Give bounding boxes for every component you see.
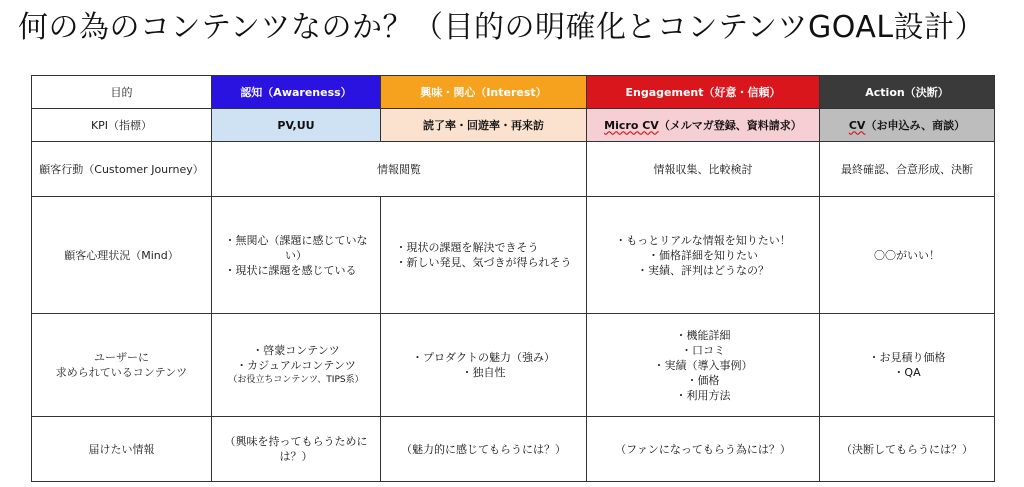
mind-interest	[381, 197, 587, 314]
row-label-content-line2: 求められているコンテンツ	[55, 366, 188, 379]
page-title: 何の為のコンテンツなのか？（目的の明確化とコンテンツGOAL設計）	[18, 10, 986, 45]
deliver-awareness	[212, 417, 381, 482]
deliver-awareness-line: （興味を持ってもらうために	[224, 435, 368, 448]
content-awareness-line: ・カジュアルコンテンツ	[236, 358, 356, 372]
content-action-line: ・QA	[893, 366, 921, 379]
deliver-interest: （魅力的に感じてもらうには？）	[381, 417, 587, 482]
kpi-action-detail: （お申込み、商談）	[865, 118, 966, 132]
journey-action: 最終確認、合意形成、決断	[820, 142, 995, 197]
kpi-awareness: PV,UU	[212, 109, 381, 142]
content-action	[820, 314, 995, 417]
kpi-engagement-detail: （メルマガ登録、資料請求）	[658, 118, 802, 132]
header-interest: 興味・関心（Interest）	[381, 76, 587, 109]
row-kpi	[32, 109, 995, 142]
content-engagement-line: ・機能詳細	[675, 328, 731, 342]
row-content	[32, 314, 995, 417]
content-awareness-note: （お役立ちコンテンツ、TIPS系）	[228, 374, 364, 385]
row-label-journey: 顧客行動（Customer Journey）	[32, 142, 212, 197]
mind-awareness-line: ・無関心（課題に感じていな	[224, 233, 368, 247]
mind-awareness-line: い）	[285, 248, 307, 262]
content-interest-line: ・プロダクトの魅力（強み）	[412, 351, 555, 364]
content-engagement-line: ・実績（導入事例）	[653, 358, 753, 372]
mind-action: 〇〇がいい！	[820, 197, 995, 314]
row-purpose	[32, 76, 995, 109]
content-engagement	[587, 314, 820, 417]
mind-engagement	[587, 197, 820, 314]
row-label-deliver: 届けたい情報	[32, 417, 212, 482]
kpi-action	[820, 109, 995, 142]
row-label-purpose: 目的	[32, 76, 212, 109]
mind-engagement-line: ・もっとリアルな情報を知りたい！	[615, 233, 791, 247]
mind-awareness-line: ・現状に課題を感じている	[224, 263, 357, 277]
row-label-content-line1: ユーザーに	[94, 351, 149, 364]
kpi-interest: 読了率・回遊率・再来訪	[381, 109, 587, 142]
content-action-line: ・お見積り価格	[868, 351, 946, 364]
mind-awareness	[212, 197, 381, 314]
mind-engagement-line: ・価格詳細を知りたい	[648, 248, 758, 262]
mind-interest-line: ・現状の課題を解決できそう	[395, 241, 539, 254]
journey-engagement: 情報収集、比較検討	[587, 142, 820, 197]
content-engagement-line: ・利用方法	[675, 388, 731, 402]
kpi-action-cv: CV	[848, 118, 866, 132]
mind-interest-line: ・新しい発見、気づきが得られそう	[395, 256, 572, 269]
kpi-engagement	[587, 109, 820, 142]
row-label-content	[32, 314, 212, 417]
content-awareness-line: ・啓蒙コンテンツ	[252, 343, 340, 357]
row-mind	[32, 197, 995, 314]
content-interest-line: ・独自性	[461, 366, 506, 379]
journey-awareness-interest: 情報閲覧	[212, 142, 587, 197]
content-interest	[381, 314, 587, 417]
row-label-kpi: KPI（指標）	[32, 109, 212, 142]
row-label-mind: 顧客心理状況（Mind）	[32, 197, 212, 314]
content-engagement-line: ・価格	[686, 373, 720, 387]
mind-engagement-line: ・実績、評判はどうなの？	[637, 263, 769, 277]
content-engagement-line: ・口コミ	[681, 343, 725, 357]
deliver-action: （決断してもらうには？）	[820, 417, 995, 482]
header-awareness: 認知（Awareness）	[212, 76, 381, 109]
deliver-awareness-line: は？）	[279, 450, 313, 463]
content-goal-table	[31, 75, 995, 482]
header-engagement: Engagement（好意・信頼）	[587, 76, 820, 109]
header-action: Action（決断）	[820, 76, 995, 109]
row-deliver	[32, 417, 995, 482]
kpi-engagement-cv: Micro CV	[604, 118, 659, 132]
content-awareness	[212, 314, 381, 417]
deliver-engagement: （ファンになってもらう為には？）	[587, 417, 820, 482]
row-journey	[32, 142, 995, 197]
